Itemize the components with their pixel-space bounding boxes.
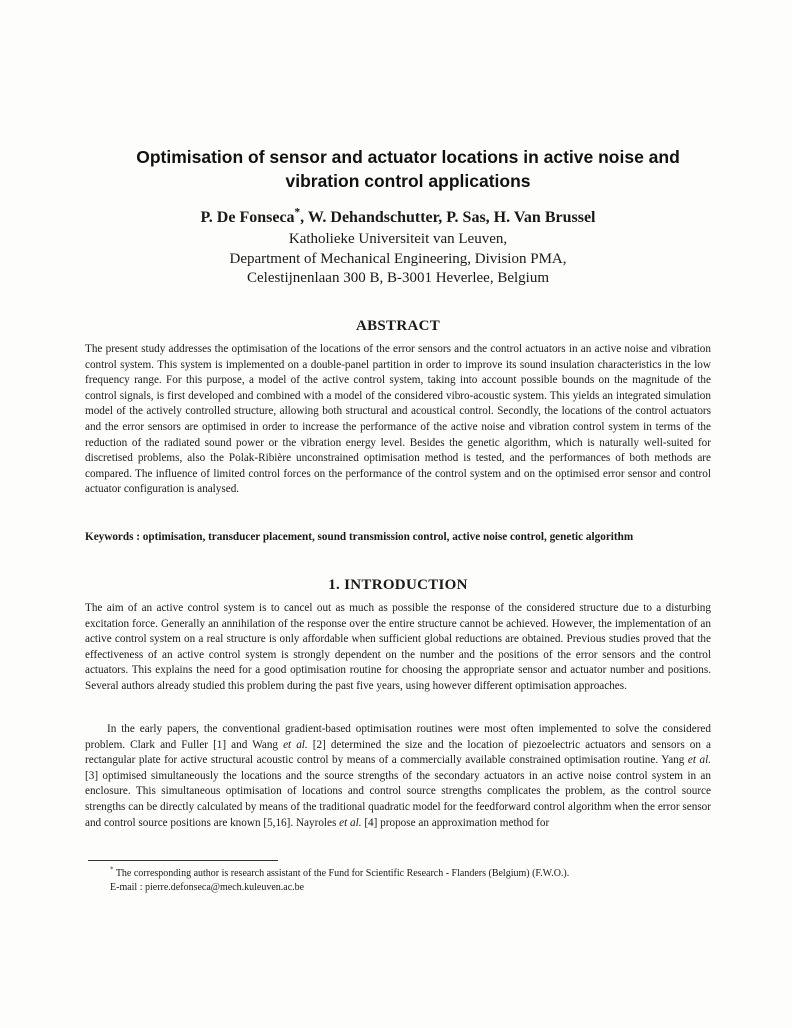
first-author: P. De Fonseca <box>200 209 295 226</box>
intro-p2-text-b: [2] determined the size and the location of piezoelectric actuators and sensors on a rectangular plate for active structural acoustic control by means of a commercially available constrained optimisation routine. Yang <box>85 738 711 767</box>
footnote <box>110 867 710 895</box>
footnote-line-1 <box>110 867 710 881</box>
intro-paragraph-2 <box>85 722 711 831</box>
affiliation-line-3: Celestijnenlaan 300 B, B-3001 Heverlee, Belgium <box>246 270 549 286</box>
affiliation <box>100 230 696 289</box>
title-line-2: vibration control applications <box>285 171 531 191</box>
keywords: Keywords : optimisation, transducer placement, sound transmission control, active noise control, genetic algorithm <box>85 531 634 543</box>
paper-title <box>100 145 716 193</box>
author-list <box>100 208 696 228</box>
footnote-email: E-mail : pierre.defonseca@mech.kuleuven.ac.be <box>110 882 305 893</box>
intro-p2-text-d: [4] propose an approximation method for <box>361 816 550 829</box>
affiliation-line-1: Katholieke Universiteit van Leuven, <box>288 231 508 247</box>
title-line-1: Optimisation of sensor and actuator locations in active noise and <box>136 147 680 167</box>
intro-paragraph-1: The aim of an active control system is to cancel out as much as possible the response of the considered structure due to a disturbing excitation force. Generally an annihilation of the response over the entire structure cannot be achieved. However, the implementation of an active control system on a real structure is only affordable when sufficient global reductions are obtained. Previous studies proved that the effectiveness of an active control system is strongly dependent on the number and the positions of the error sensors and the control actuators. This explains the need for a good optimisation routine for choosing the appropriate sensor and actuator number and positions. Several authors already studied this problem during the past five years, using however different optimisation approaches. <box>85 602 711 692</box>
introduction-heading: 1. INTRODUCTION <box>328 577 468 593</box>
et-al-3: et al. <box>339 816 362 829</box>
intro-p2-text-a: In the early papers, the conventional gradient-based optimisation routines were most often implemented to solve the considered problem. Clark and Fuller [1] and Wang <box>85 723 711 751</box>
abstract-heading: ABSTRACT <box>355 318 441 334</box>
affiliation-line-2: Department of Mechanical Engineering, Division PMA, <box>229 250 567 267</box>
et-al-1: et al. <box>283 738 308 751</box>
abstract-text: The present study addresses the optimisation of the locations of the error sensors and the control actuators in an active noise and vibration control system. This system is implemented on a double-panel partition in order to improve its sound insulation characteristics in the low frequency range. For this purpose, a model of the active control system, taking into account possible bounds on the magnitude of the control signals, is first developed and combined with a model of the considered vibro-acoustic system. This yields an integrated simulation model of the actively controlled structure, allowing both structural and acoustical control. Secondly, the locations of the control actuators and the error sensors are optimised in order to increase the performance of the active noise and vibration control system in terms of the reduction of the radiated sound power or the vibration energy level. Besides the genetic algorithm, which is naturally well-suited for discretised problems, also the Polak-Ribière unconstrained optimisation method is tested, and the performances of both methods are compared. The influence of limited control forces on the performance of the control system and on the optimised error sensor and control actuator configuration is analysed. <box>85 343 711 496</box>
intro-p2-text-c: [3] optimised simultaneously the locations and the source strengths of the secondary actuators in an active noise control system in an enclosure. This simultaneous optimisation of locations and control source strengths complicates the problem, as the control source strengths can be directly calculated by means of the traditional quadratic model for the feedforward control algorithm when the error sensor and control source positions are known [5,16]. Nayroles <box>85 769 711 829</box>
et-al-2: et al. <box>687 754 712 767</box>
footnote-mark: * <box>110 865 114 874</box>
corresponding-author-mark: * <box>294 206 301 219</box>
footnote-divider <box>88 860 278 861</box>
other-authors: , W. Dehandschutter, P. Sas, H. Van Brussel <box>300 209 596 226</box>
footnote-text: The corresponding author is research assistant of the Fund for Scientific Research - Flanders (Belgium) (F.W.O.). <box>113 868 570 879</box>
